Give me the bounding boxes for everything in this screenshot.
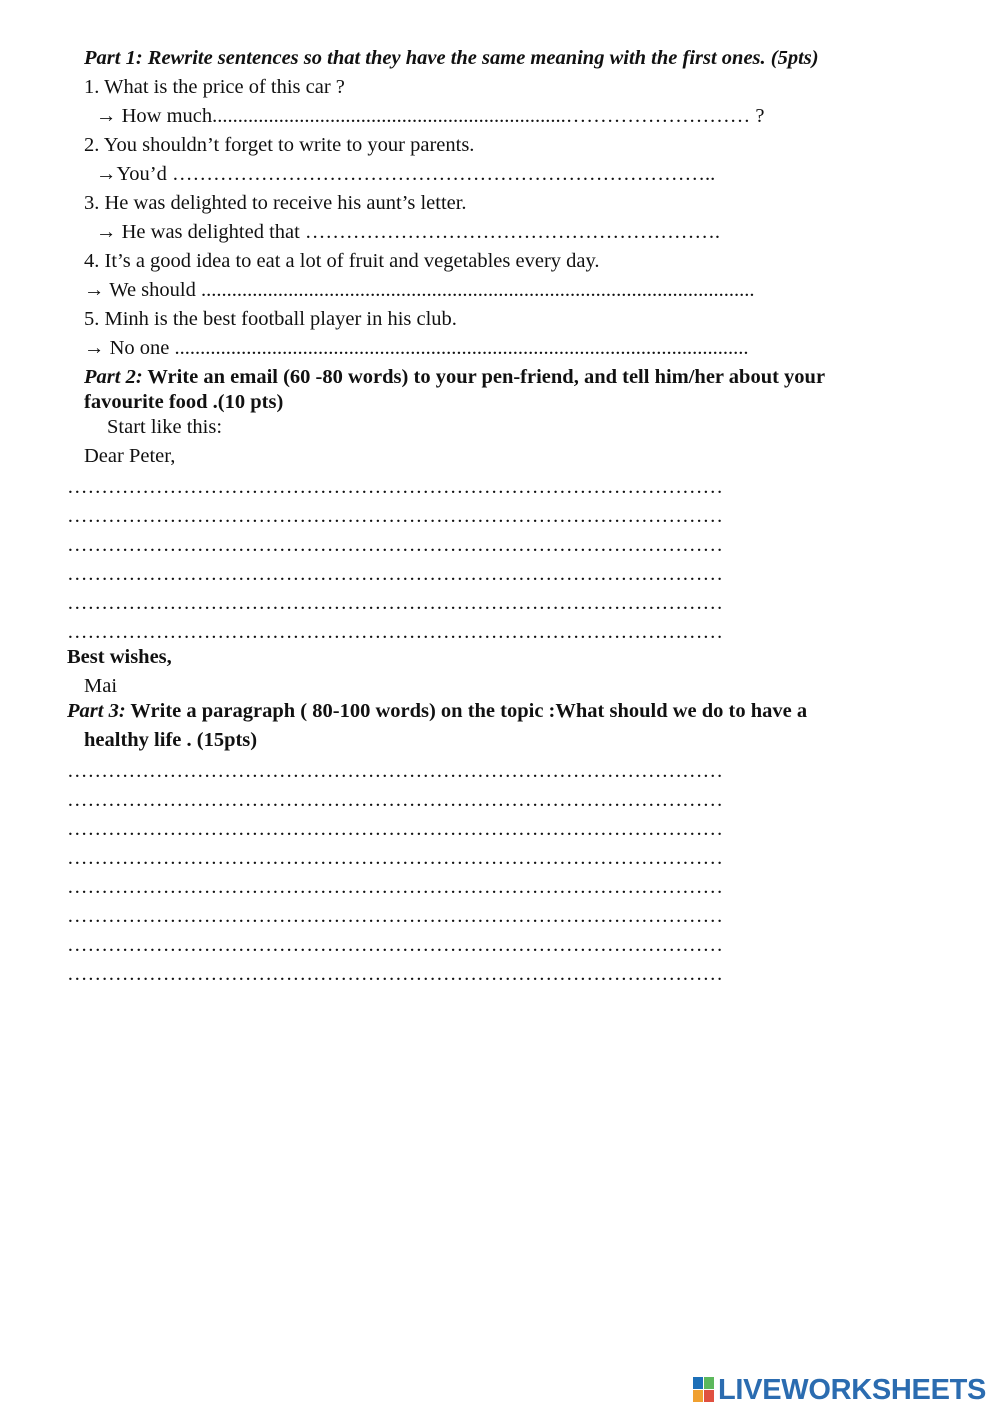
part3-writing-line[interactable]: …………………………………………………………………………………… — [67, 934, 723, 956]
part1-item5-prompt: 5. Minh is the best football player in his club. — [84, 308, 457, 330]
part2-heading — [84, 365, 825, 389]
part3-writing-line[interactable]: …………………………………………………………………………………… — [67, 760, 723, 782]
part3-writing-line[interactable]: …………………………………………………………………………………… — [67, 905, 723, 927]
part2-signature: Mai — [84, 675, 118, 697]
part2-writing-line[interactable]: …………………………………………………………………………………… — [67, 534, 723, 556]
part1-item5-answer-line[interactable]: → No one ................................................................................................................ — [84, 337, 749, 359]
part3-writing-line[interactable]: …………………………………………………………………………………… — [67, 876, 723, 898]
part2-greeting: Dear Peter, — [84, 445, 176, 467]
part2-start-hint: Start like this: — [107, 416, 223, 438]
part1-heading: Part 1: Rewrite sentences so that they have the same meaning with the first ones. (5pts) — [84, 47, 819, 69]
part1-item4-answer-line[interactable]: → We should ............................................................................................................ — [84, 279, 755, 301]
part2-closing: Best wishes, — [67, 646, 172, 668]
part2-instruction: Write an email (60 -80 words) to your pen-friend, and tell him/her about your — [142, 366, 826, 388]
part1-item3-answer-line[interactable]: → He was delighted that ……………………………………………………. — [96, 221, 721, 243]
part2-writing-line[interactable]: …………………………………………………………………………………… — [67, 476, 723, 498]
part1-item2-answer-line[interactable]: →You’d …………………………………………………………………….. — [96, 163, 716, 185]
part3-heading-continued: healthy life . (15pts) — [84, 729, 258, 751]
part3-heading — [67, 699, 807, 723]
liveworksheets-logo-text: LIVEWORKSHEETS — [718, 1373, 987, 1406]
part3-writing-line[interactable]: …………………………………………………………………………………… — [67, 818, 723, 840]
part3-writing-line[interactable]: …………………………………………………………………………………… — [67, 847, 723, 869]
part3-label: Part 3: — [67, 700, 126, 722]
part1-item4-prompt: 4. It’s a good idea to eat a lot of fruit and vegetables every day. — [84, 250, 600, 272]
liveworksheets-logo[interactable] — [693, 1374, 986, 1406]
part1-item2-prompt: 2. You shouldn’t forget to write to your parents. — [84, 134, 475, 156]
part2-writing-line[interactable]: …………………………………………………………………………………… — [67, 505, 723, 527]
part3-writing-line[interactable]: …………………………………………………………………………………… — [67, 963, 723, 985]
part2-writing-line[interactable]: …………………………………………………………………………………… — [67, 621, 723, 643]
part2-writing-line[interactable]: …………………………………………………………………………………… — [67, 592, 723, 614]
part3-writing-line[interactable]: …………………………………………………………………………………… — [67, 789, 723, 811]
part2-writing-line[interactable]: …………………………………………………………………………………… — [67, 563, 723, 585]
part1-item1-answer-line[interactable]: → How much.....................................................................……………………… ? — [96, 105, 765, 127]
part1-item3-prompt: 3. He was delighted to receive his aunt’s letter. — [84, 192, 467, 214]
part1-item1-prompt: 1. What is the price of this car ? — [84, 76, 345, 98]
part2-label: Part 2: — [84, 366, 143, 388]
part2-heading-continued: favourite food .(10 pts) — [84, 391, 284, 413]
part3-instruction: Write a paragraph ( 80-100 words) on the topic :What should we do to have a — [125, 700, 808, 722]
liveworksheets-logo-icon — [693, 1377, 715, 1403]
